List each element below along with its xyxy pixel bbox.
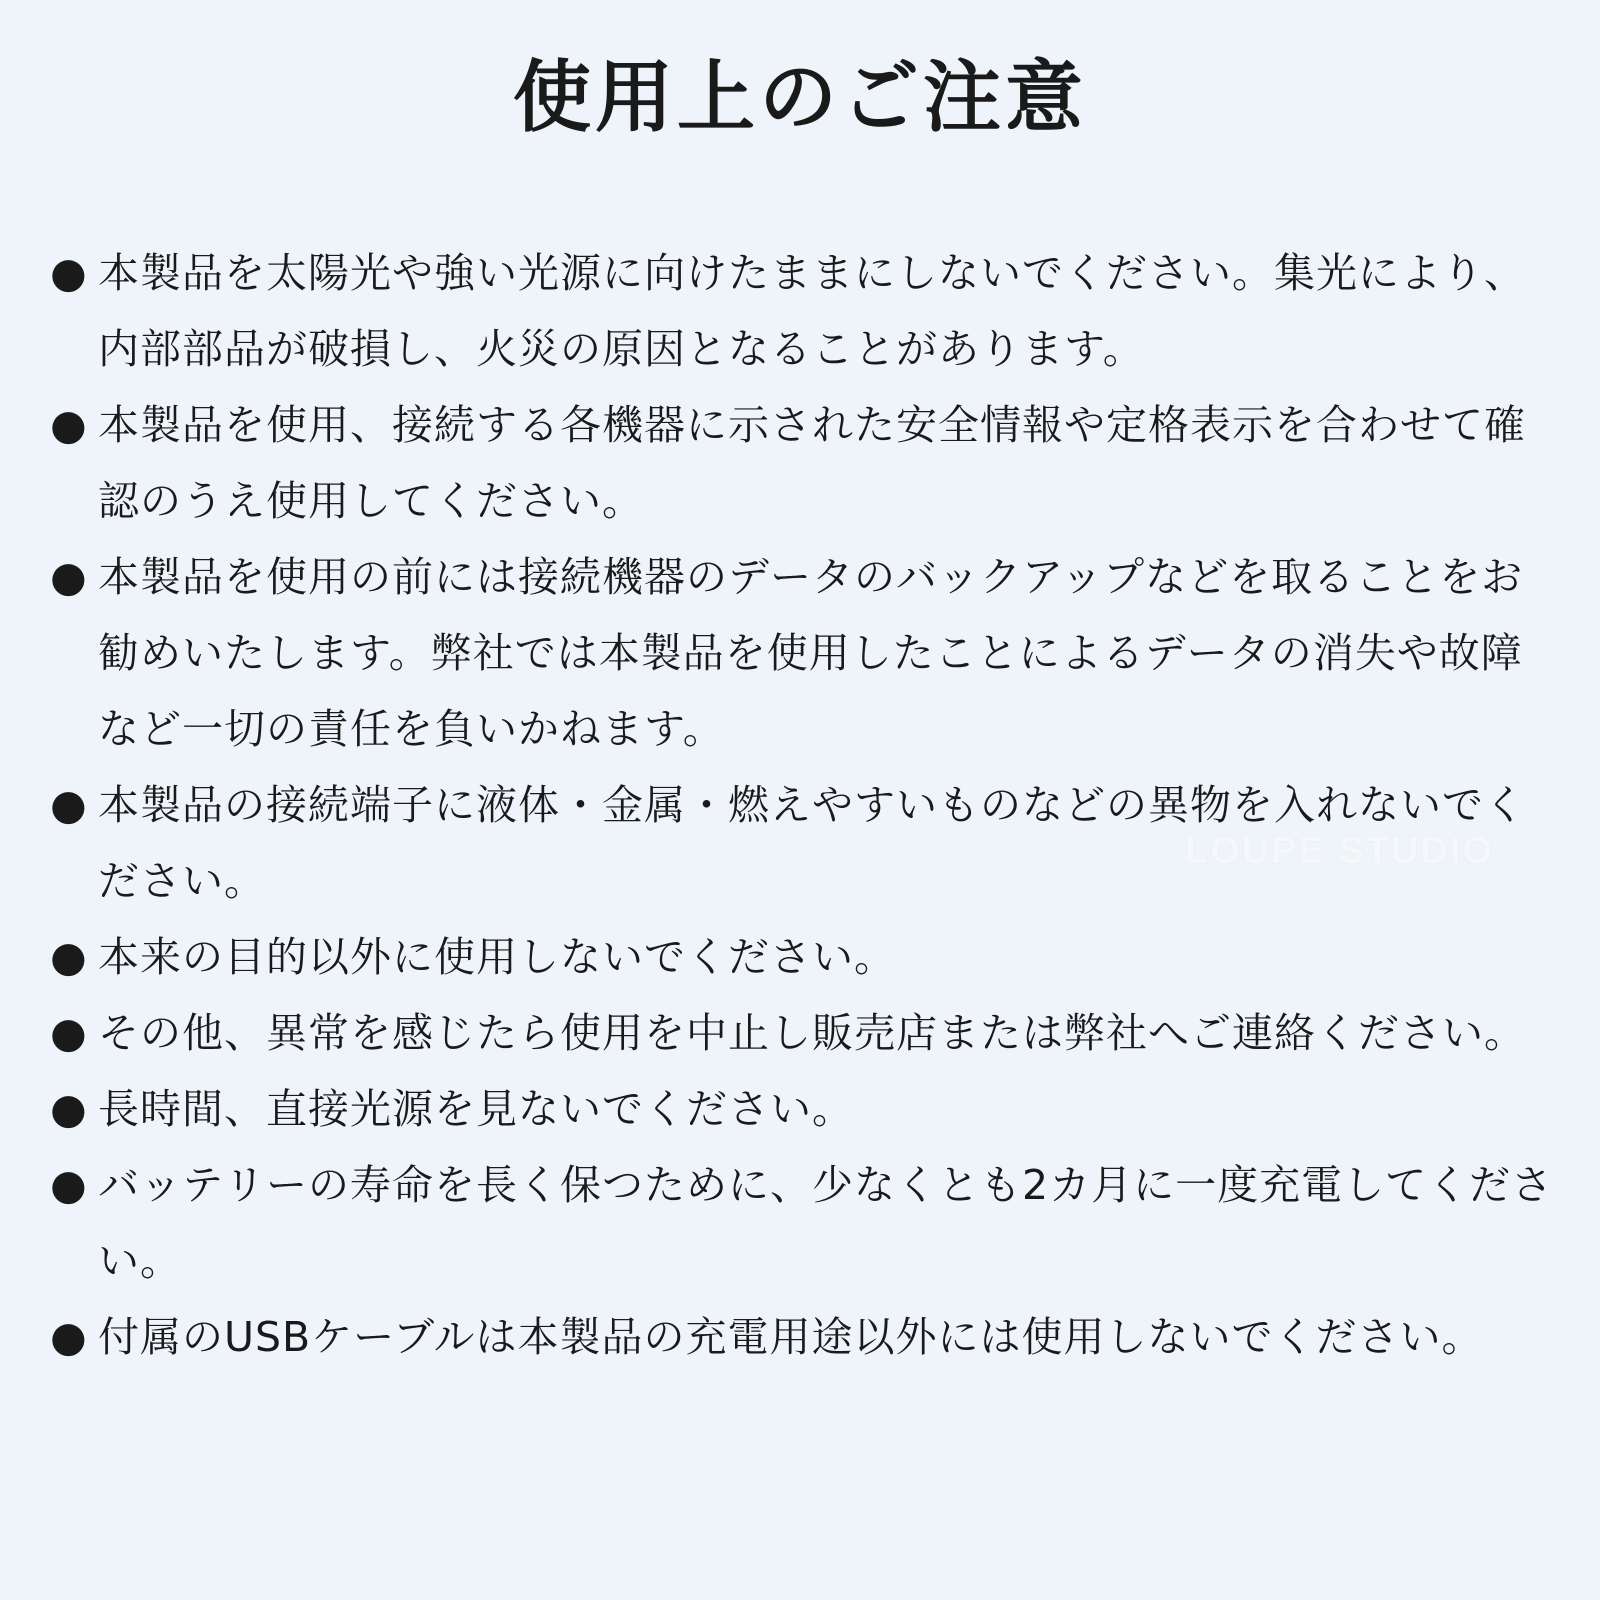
bullet-icon: ● bbox=[50, 248, 88, 297]
bullet-icon: ● bbox=[50, 780, 88, 829]
bullet-icon: ● bbox=[50, 1160, 88, 1209]
bullet-icon: ● bbox=[50, 1008, 88, 1057]
notice-text: 本製品を太陽光や強い光源に向けたままにしないでください。集光により、内部部品が破損し、火災の原因となることがあります。 bbox=[98, 249, 1526, 373]
notice-text: 付属のUSBケーブルは本製品の充電用途以外には使用しないでください。 bbox=[98, 1313, 1484, 1361]
notice-text: 長時間、直接光源を見ないでください。 bbox=[98, 1085, 854, 1133]
bullet-icon: ● bbox=[50, 400, 88, 449]
notice-item bbox=[50, 1147, 1560, 1299]
notice-text: バッテリーの寿命を長く保つために、少なくとも2カ月に一度充電してください。 bbox=[98, 1161, 1554, 1285]
notice-item bbox=[50, 235, 1560, 387]
bullet-icon: ● bbox=[50, 552, 88, 601]
notice-text: 本来の目的以外に使用しないでください。 bbox=[98, 933, 896, 981]
notice-text: 本製品を使用の前には接続機器のデータのバックアップなどを取ることをお勧めいたします。弊社では本製品を使用したことによるデータの消失や故障など一切の責任を負いかねます。 bbox=[98, 553, 1524, 753]
bullet-icon: ● bbox=[50, 1312, 88, 1361]
notice-item bbox=[50, 1071, 1560, 1147]
notice-item bbox=[50, 1299, 1560, 1375]
bullet-icon: ● bbox=[50, 1084, 88, 1133]
page-title: 使用上のご注意 bbox=[512, 53, 1087, 143]
notice-list bbox=[50, 235, 1560, 1375]
notice-item bbox=[50, 387, 1560, 539]
notice-text: その他、異常を感じたら使用を中止し販売店または弊社へご連絡ください。 bbox=[98, 1009, 1526, 1057]
watermark-logo: LOUPE STUDIO bbox=[1185, 830, 1495, 872]
bullet-icon: ● bbox=[50, 932, 88, 981]
notice-text: 本製品の接続端子に液体・金属・燃えやすいものなどの異物を入れないでください。 bbox=[98, 781, 1526, 905]
notice-item bbox=[50, 995, 1560, 1071]
notice-text: 本製品を使用、接続する各機器に示された安全情報や定格表示を合わせて確認のうえ使用してください。 bbox=[98, 401, 1526, 525]
notice-item bbox=[50, 539, 1560, 767]
notice-item bbox=[50, 919, 1560, 995]
